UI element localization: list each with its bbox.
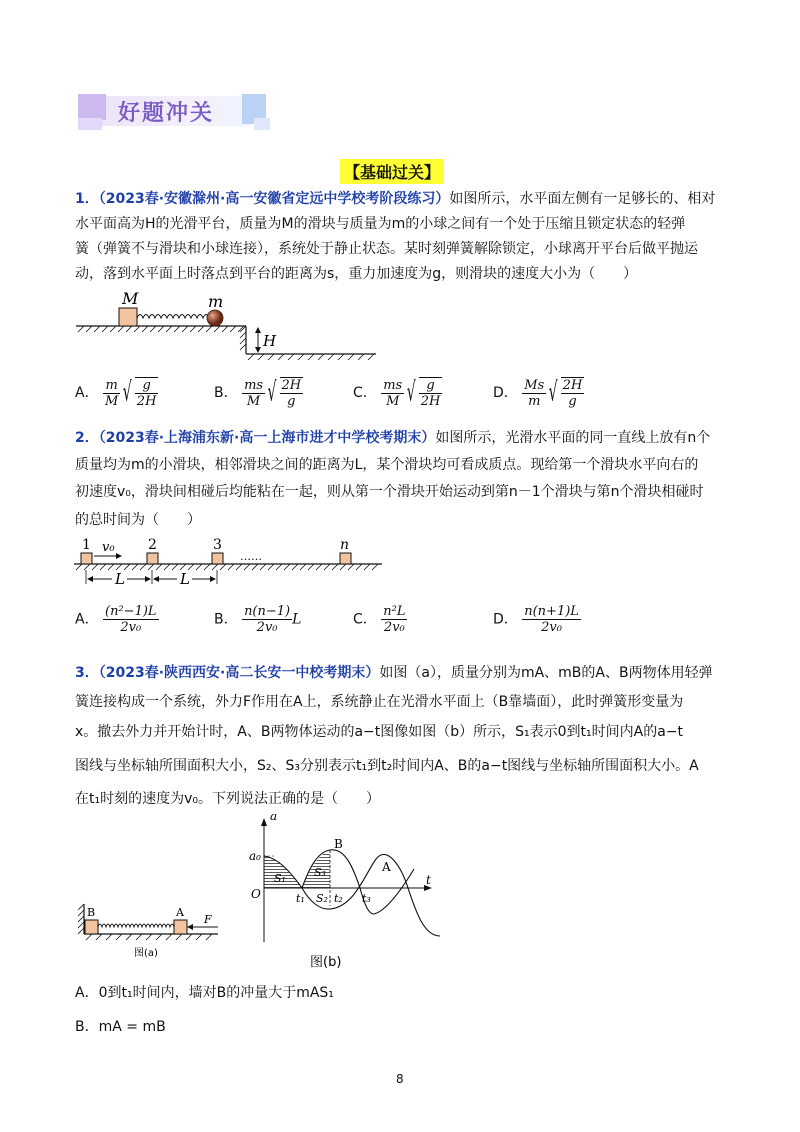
q1-figure [72, 288, 392, 360]
q3-number: 3． [75, 665, 99, 681]
page-number: 8 [396, 1072, 404, 1086]
q2-option-d[interactable]: D． $\frac{n(n+1)L}{\text{2v₀}}$ [493, 604, 579, 635]
q2-option-b[interactable]: B． $\frac{n(n-1)}{\text{2v₀}}$ L [214, 604, 302, 635]
label-m: m [208, 292, 224, 311]
q3-option-b[interactable]: B．mA = mB [75, 1019, 166, 1035]
label-a0: a₀ [249, 849, 261, 863]
q2-source: （2023春·上海浦东新·高一上海市进才中学校考期末） [98, 430, 436, 446]
q1-line4: 动，落到水平面上时落点到平台的距离为s，重力加速度为g，则滑块的速度大小为（ ） [75, 266, 638, 282]
block-label-n: n [340, 537, 350, 553]
q1-source: （2023春·安徽滁州·高一安徽省定远中学校考阶段练习） [98, 191, 450, 207]
q1-number: 1． [75, 191, 99, 207]
header-decoration [254, 118, 270, 130]
fig-a-label-A: A [176, 906, 184, 919]
q1-option-a[interactable]: A． $\frac{m}{M}$ √ $\frac{g}{2H}$ [75, 377, 158, 409]
q1-line3: 簧（弹簧不与滑块和小球连接），系统处于静止状态。某时刻弹簧解除锁定，小球离开平台后做平抛运 [75, 241, 698, 257]
q3-line3: x。撤去外力并开始计时，A、B两物体运动的a−t图像如图（b）所示，S₁表示0到t₁时间内A的a−t [75, 724, 684, 740]
q2-line2: 质量均为m的小滑块，相邻滑块之间的距离为L，某个滑块均可看成质点。现给第一个滑块水平向右的 [75, 457, 699, 473]
label-L1: L [115, 570, 125, 588]
q3-text: 如图（a），质量分别为mA、mB的A、B两物体用轻弹 [379, 665, 713, 681]
header-decoration [78, 94, 106, 120]
q2-number: 2． [75, 430, 99, 446]
label-O: O [251, 887, 261, 901]
fig-b-caption: 图(b) [310, 955, 342, 970]
q1-line1 [75, 189, 725, 209]
q1-option-d[interactable]: D． $\frac{Ms}{m}$ √ $\frac{2H}{g}$ [493, 377, 584, 409]
label-t1: t₁ [296, 892, 305, 905]
q3-line5: 在t₁时刻的速度为v₀。下列说法正确的是（ ） [75, 791, 380, 807]
block-label-3: 3 [213, 537, 222, 553]
q2-line1 [75, 428, 725, 448]
axis-label-a: a [270, 814, 278, 823]
q3-option-a[interactable]: A．0到t₁时间内，墙对B的冲量大于mAS₁ [75, 985, 334, 1001]
block-label-2: 2 [148, 537, 157, 553]
q2-line4: 的总时间为（ ） [75, 512, 201, 528]
label-L2: L [180, 570, 190, 588]
q2-figure [72, 534, 392, 594]
dots: …… [240, 550, 262, 563]
label-t2: t₂ [334, 892, 343, 905]
q1-option-c[interactable]: C． $\frac{ms}{M}$ √ $\frac{g}{2H}$ [353, 377, 442, 409]
fig-a-label-F: F [204, 913, 212, 926]
label-v0: v₀ [102, 540, 115, 555]
q2-line3: 初速度v₀，滑块间相碰后均能粘在一起，则从第一个滑块开始运动到第n－1个滑块与第n个滑块相碰时 [75, 484, 704, 500]
q1-text: 如图所示，水平面左侧有一足够长的、相对 [449, 191, 716, 207]
page-title: 好题冲关 [118, 101, 215, 126]
label-S1: S₁ [274, 872, 286, 885]
q3-line4: 图线与坐标轴所围面积大小，S₂、S₃分别表示t₁到t₂时间内A、B的a−t图线与坐标轴所围面积大小。A [75, 758, 699, 774]
q1-line2: 水平面高为H的光滑平台，质量为M的滑块与质量为m的小球之间有一个处于压缩且锁定状态的轻弹 [75, 216, 686, 232]
block-label-1: 1 [82, 537, 91, 553]
label-M: M [122, 289, 139, 308]
header-decoration [78, 118, 102, 130]
q3-line2: 簧连接构成一个系统，外力F作用在A上，系统静止在光滑水平面上（B靠墙面），此时弹簧形变量为 [75, 694, 684, 710]
q3-source: （2023春·陕西西安·高二长安一中校考期末） [98, 665, 380, 681]
label-S2: S₂ [316, 892, 328, 905]
label-t3: t₃ [362, 892, 371, 905]
axis-label-t: t [426, 873, 431, 887]
q3-figure-b [244, 814, 444, 974]
curve-label-A: A [382, 860, 391, 874]
curve-label-B: B [334, 837, 343, 851]
fig-a-caption: 图(a) [134, 948, 158, 959]
q2-option-a[interactable]: A． $\frac{\text{(n²−1)L}}{\text{2v₀}}$ [75, 604, 157, 635]
q2-text: 如图所示，光滑水平面的同一直线上放有n个 [435, 430, 711, 446]
fig-a-label-B: B [87, 906, 96, 919]
q2-option-c[interactable]: C． $\frac{\text{n²L}}{\text{2v₀}}$ [353, 604, 406, 635]
section-label: 【基础过关】 [340, 159, 444, 184]
q3-figure-a [78, 900, 228, 960]
label-H: H [263, 332, 277, 350]
q3-line1 [75, 663, 725, 683]
q1-option-b[interactable]: B． $\frac{ms}{M}$ √ $\frac{2H}{g}$ [214, 377, 303, 409]
label-S3: S₃ [314, 866, 326, 879]
